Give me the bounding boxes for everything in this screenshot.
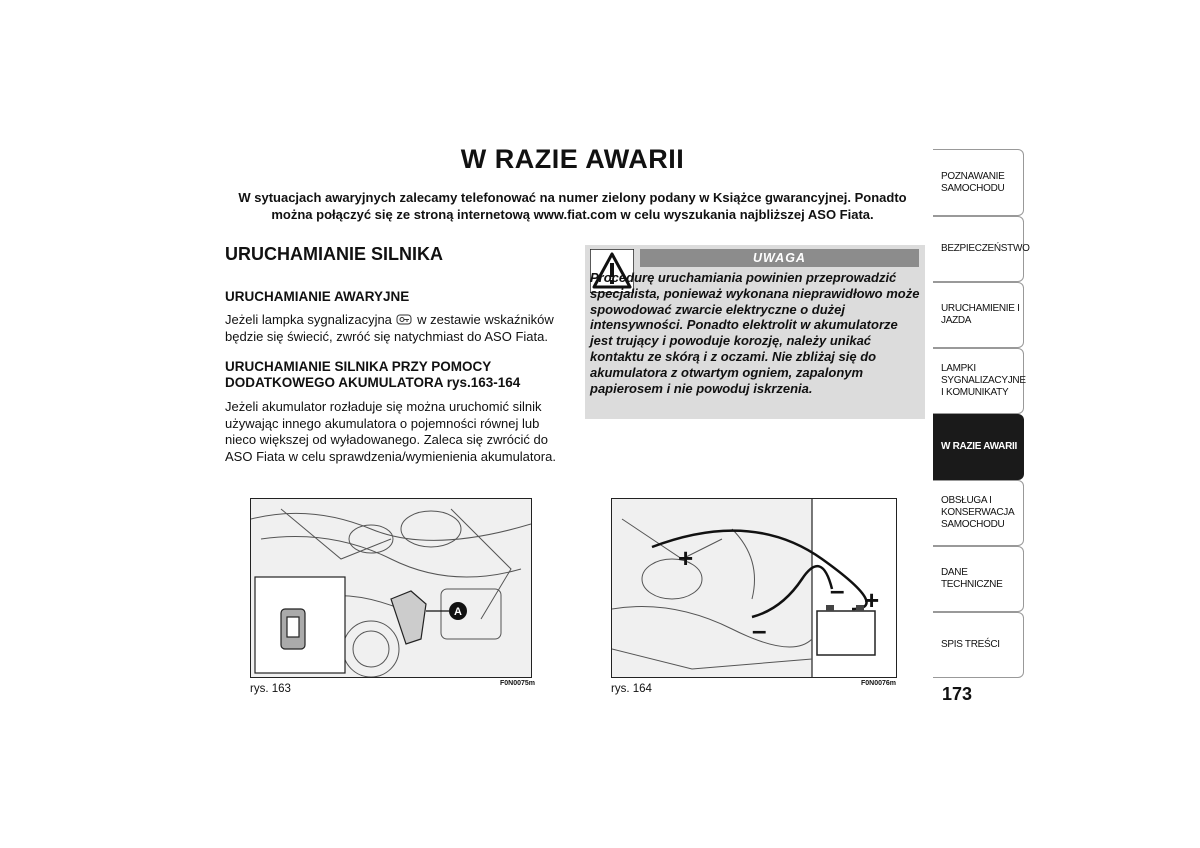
figure-caption-164: rys. 164	[611, 683, 652, 695]
warning-heading: UWAGA	[640, 249, 919, 267]
positive-sign-battery: +	[864, 585, 880, 615]
page-number: 173	[942, 684, 973, 704]
tab-lampki-sygnalizacyjne[interactable]: LAMPKI SYGNALIZACYJNE I KOMUNIKATY	[933, 348, 1024, 414]
figure-163-engine-bay	[250, 498, 532, 678]
tab-w-razie-awarii[interactable]: W RAZIE AWARII	[933, 414, 1024, 480]
paragraph-text-before: Jeżeli lampka sygnalizacyjna	[225, 312, 392, 327]
figure-code-163: F0N0075m	[500, 680, 536, 687]
tab-uruchamienie-i-jazda[interactable]: URUCHAMIENIE I JAZDA	[933, 282, 1024, 348]
figure-code-164: F0N0076m	[861, 680, 897, 687]
section-heading: URUCHAMIANIE SILNIKA	[225, 244, 443, 264]
tab-spis-tresci[interactable]: SPIS TREŚCI	[933, 612, 1024, 678]
figure-caption-163: rys. 163	[250, 683, 291, 695]
tab-bezpieczenstwo[interactable]: BEZPIECZEŃSTWO	[933, 216, 1024, 282]
page-title: W RAZIE AWARII	[460, 144, 685, 174]
figure-label-a: A	[454, 606, 462, 618]
paragraph-text-after: w zestawie wskaźników będzie się świecić, zwróć się natychmiast do ASO Fiata.	[225, 312, 554, 344]
tab-dane-techniczne[interactable]: DANE TECHNICZNE	[933, 546, 1024, 612]
tab-poznawanie-samochodu[interactable]: POZNAWANIE SAMOCHODU	[933, 149, 1024, 216]
positive-sign-donor: +	[678, 543, 694, 573]
negative-sign-battery: –	[830, 575, 845, 605]
intro-paragraph: W sytuacjach awaryjnych zalecamy telefonować na numer zielony podany w Książce gwarancyjnej. Ponadto można połączyć się ze stroną internetową www.fiat.com w celu wyszukania najbliższej ASO Fiata.	[238, 190, 907, 222]
paragraph-jump-start: Jeżeli akumulator rozładuje się można uruchomić silnik używając innego akumulatora o pojemności równej lub nieco większej od wyładowanego. Zaleca się zwrócić do ASO Fiata w celu sprawdzenia/wymienienia akumulatora.	[225, 399, 556, 464]
tab-obsluga-i-konserwacja[interactable]: OBSŁUGA I KONSERWACJA SAMOCHODU	[933, 480, 1024, 546]
immobilizer-key-icon	[396, 313, 414, 326]
paragraph-warning-lamp	[225, 312, 565, 345]
subsection-heading-jump-start: URUCHAMIANIE SILNIKA PRZY POMOCY DODATKOWEGO AKUMULATORA rys.163-164	[225, 359, 521, 390]
negative-sign-ground: –	[752, 615, 767, 645]
figure-164-jump-cables	[611, 498, 897, 678]
warning-text: Procedurę uruchamiania powinien przeprowadzić specjalista, ponieważ wykonana nieprawidłowo może spowodować zwarcie elektryczne o dużej intensywności. Ponadto elektrolit w akumulatorze jest trujący i powoduje korozję, należy unikać kontaktu ze skórą i z oczami. Nie zbliżaj się do akumulatora z otwartym ogniem, zapalonym papierosem i nie powoduj iskrzenia.	[590, 270, 920, 396]
subsection-heading-emergency-start: URUCHAMIANIE AWARYJNE	[225, 289, 410, 304]
